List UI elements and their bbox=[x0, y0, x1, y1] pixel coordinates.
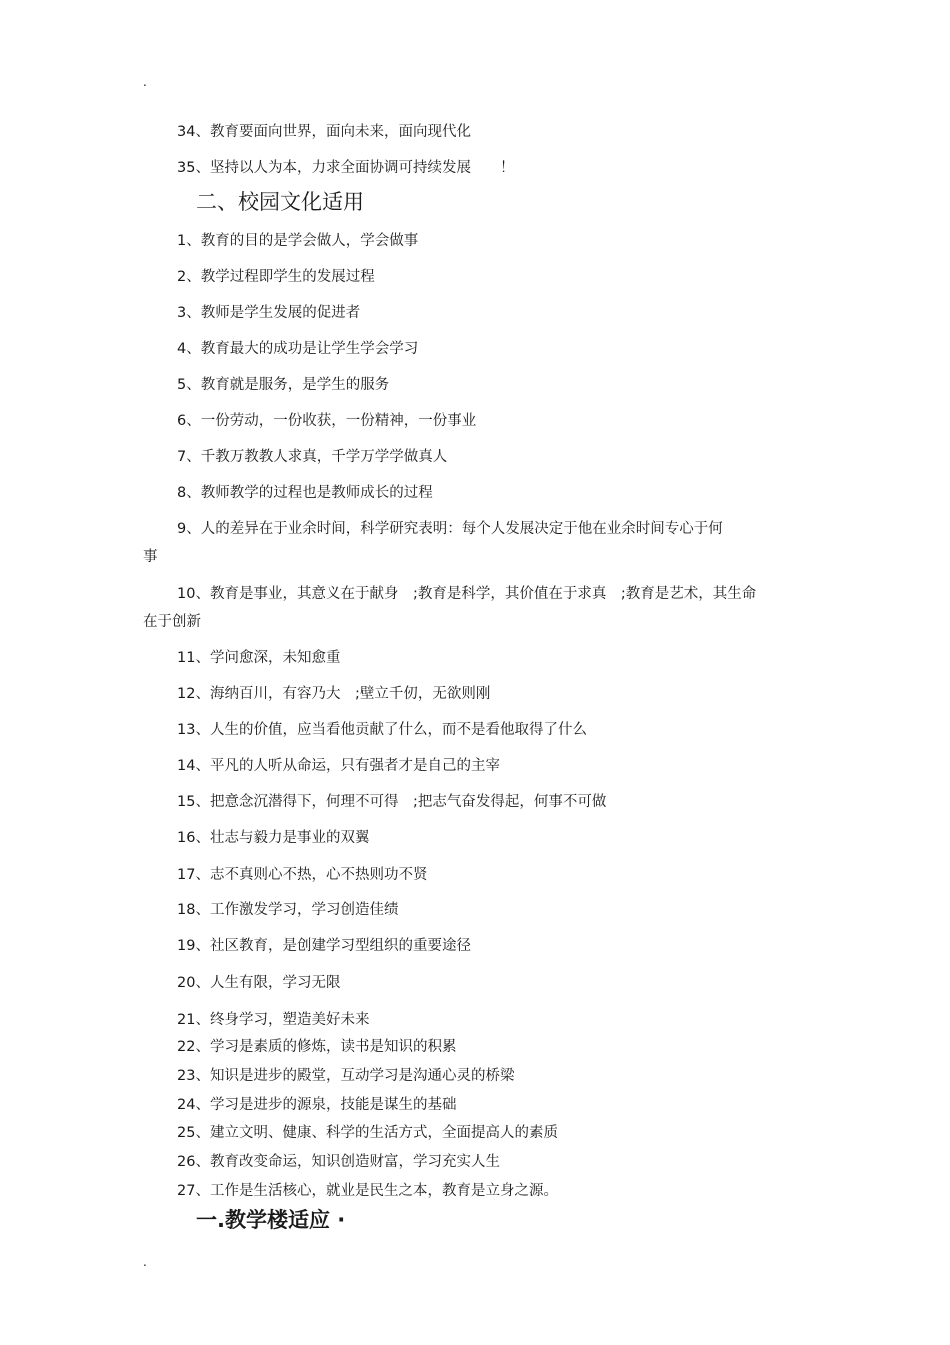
section-heading-campus-culture: 二、校园文化适用 bbox=[196, 190, 364, 214]
list-item: 24、学习是进步的源泉，技能是谋生的基础 bbox=[177, 1097, 457, 1113]
list-item: 20、人生有限，学习无限 bbox=[177, 975, 341, 991]
list-item: 23、知识是进步的殿堂，互动学习是沟通心灵的桥梁 bbox=[177, 1068, 515, 1084]
list-item: 34、教育要面向世界，面向未来，面向现代化 bbox=[177, 124, 471, 140]
list-item: 21、终身学习，塑造美好未来 bbox=[177, 1012, 370, 1028]
list-item: 14、平凡的人听从命运，只有强者才是自己的主宰 bbox=[177, 758, 500, 774]
list-item: 8、教师教学的过程也是教师成长的过程 bbox=[177, 485, 433, 501]
list-item: 5、教育就是服务，是学生的服务 bbox=[177, 377, 390, 393]
list-item: 10、教育是事业，其意义在于献身 ;教育是科学，其价值在于求真 ;教育是艺术，其生命 bbox=[177, 586, 757, 602]
list-item: 35、坚持以人为本，力求全面协调可持续发展 ！ bbox=[177, 160, 515, 176]
list-item: 27、工作是生活核心，就业是民生之本，教育是立身之源。 bbox=[177, 1183, 558, 1199]
list-item-continuation: 在于创新 bbox=[143, 614, 201, 630]
page-mark-bottom: . bbox=[143, 1255, 147, 1269]
list-item: 9、人的差异在于业余时间，科学研究表明：每个人发展决定于他在业余时间专心于何 bbox=[177, 521, 723, 537]
list-item: 12、海纳百川，有容乃大 ;壁立千仞，无欲则刚 bbox=[177, 686, 491, 702]
list-item: 15、把意念沉潜得下，何理不可得 ;把志气奋发得起，何事不可做 bbox=[177, 794, 607, 810]
list-item-continuation: 事 bbox=[143, 549, 158, 565]
list-item: 13、人生的价值，应当看他贡献了什么，而不是看他取得了什么 bbox=[177, 722, 587, 738]
list-item: 17、志不真则心不热，心不热则功不贤 bbox=[177, 867, 428, 883]
list-item: 7、千教万教教人求真，千学万学学做真人 bbox=[177, 449, 448, 465]
page-mark-top: . bbox=[143, 75, 147, 89]
list-item: 26、教育改变命运，知识创造财富，学习充实人生 bbox=[177, 1154, 500, 1170]
list-item: 22、学习是素质的修炼，读书是知识的积累 bbox=[177, 1039, 457, 1055]
list-item: 25、建立文明、健康、科学的生活方式，全面提高人的素质 bbox=[177, 1125, 558, 1141]
list-item: 6、一份劳动，一份收获，一份精神，一份事业 bbox=[177, 413, 477, 429]
list-item: 2、教学过程即学生的发展过程 bbox=[177, 269, 375, 285]
list-item: 4、教育最大的成功是让学生学会学习 bbox=[177, 341, 419, 357]
list-item: 1、教育的目的是学会做人，学会做事 bbox=[177, 233, 419, 249]
list-item: 3、教师是学生发展的促进者 bbox=[177, 305, 361, 321]
list-item: 19、社区教育，是创建学习型组织的重要途径 bbox=[177, 938, 471, 954]
list-item: 18、工作激发学习，学习创造佳绩 bbox=[177, 902, 399, 918]
list-item: 11、学问愈深，未知愈重 bbox=[177, 650, 341, 666]
section-heading-teaching-building: 一.教学楼适应 · bbox=[196, 1208, 346, 1232]
list-item: 16、壮志与毅力是事业的双翼 bbox=[177, 830, 370, 846]
